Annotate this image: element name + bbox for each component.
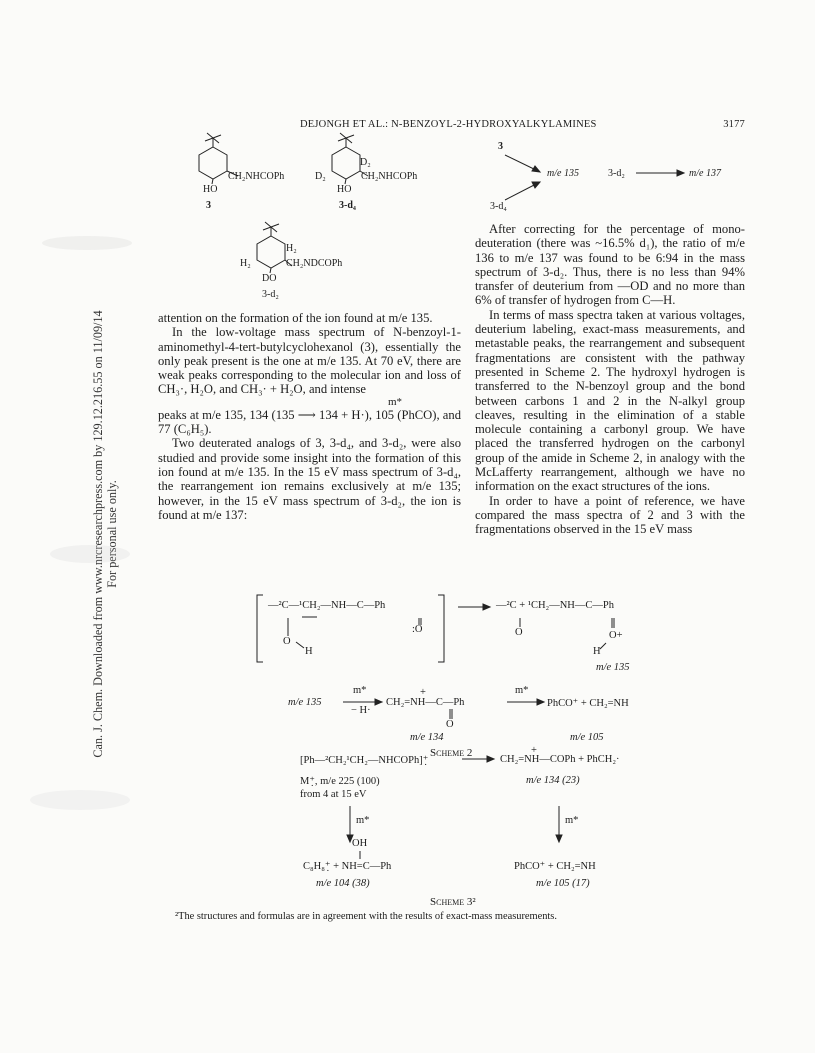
scheme2-metastable-1: m* [353, 685, 367, 696]
scheme2-reactant-chain: —²C—¹CH₂—NH—C—Ph [268, 600, 386, 611]
structure-2-d2-top: D₂ [360, 157, 371, 168]
scheme1-mass-135: m/e 135 [547, 168, 579, 179]
running-title: DEJONGH ET AL.: N-BENZOYL-2-HYDROXYALKYLAMINES [300, 119, 597, 130]
scheme2-mass-134: m/e 134 [410, 732, 444, 743]
scheme3-plus-charge: + [531, 745, 537, 756]
structure-3-substituent: CH₂NDCOPh [286, 258, 343, 269]
scheme3-reactant: [Ph—²CH₂¹CH₂—NHCOPh]⁺̣ [300, 755, 429, 766]
structure-2-hydroxyl: HO [337, 184, 352, 195]
scheme3-metastable-1: m* [356, 815, 370, 826]
scheme3-source: from 4 at 15 eV [300, 789, 367, 800]
structure-1-substituent: CH₂NHCOPh [228, 171, 285, 182]
scheme1-compound-3d2: 3-d₂ [608, 168, 625, 179]
structure-3-h2-left: H₂ [240, 258, 251, 269]
scheme2-reactant-o: O [283, 636, 291, 647]
scheme2-ion-134: CH₂=NH—C—Ph [386, 697, 465, 708]
cyclohexane-ring-3 [257, 236, 285, 268]
scheme3-caption: Scheme 3² [430, 896, 476, 908]
scheme2-product-ketone-o: O [515, 627, 523, 638]
structure-3-deuteroxyl: DO [262, 273, 277, 284]
scheme1-mass-137: m/e 137 [689, 168, 721, 179]
scheme3-mass-134: m/e 134 (23) [526, 775, 580, 786]
left-paragraph-3: peaks at m/e 135, 134 (135 ⟶ 134 + H·), 105 (PhCO), and 77 (C₆H₅). [158, 407, 461, 437]
scheme3-mass-105: m/e 105 (17) [536, 878, 590, 889]
scheme2-minus-h: − H· [351, 705, 371, 716]
right-column [475, 222, 745, 537]
right-paragraph-1: After correcting for the percentage of mono-deuteration (there was ~16.5% d₁), the ratio of m/e 136 to m/e 137 was found to be 6:94 in the mass spectrum of 3-d₂. Thus, there is no less than 94% transfer of deuterium from —OD and no more than 6% of transfer of hydrogen from C—H. [475, 222, 745, 308]
scheme2-metastable-2: m* [515, 685, 529, 696]
scheme2-reactant-carbonyl: :O [412, 624, 423, 635]
scheme2-plus-charge: + [420, 687, 426, 698]
cyclohexane-ring-1 [199, 147, 227, 179]
scheme2-product-chain: —²C + ¹CH₂—NH—C—Ph [496, 600, 614, 611]
cyclohexane-ring-2 [332, 147, 360, 179]
structure-3-h2-top: H₂ [286, 243, 297, 254]
left-paragraph-4: Two deuterated analogs of 3, 3-d₄, and 3-d₂, were also studied and provide some insight into the formation of this ion found at m/e 135. In the 15 eV mass spectrum of 3-d₄, the rearrangement ion remains exclusively at m/e 135; however, in the 15 eV mass spectrum of 3-d₂, the ion is found at m/e 137: [158, 436, 461, 522]
right-paragraph-2: In terms of mass spectra taken at various voltages, deuterium labeling, exact-mass measurements, and metastable peaks, the rearrangement and subsequent fragmentations are consistent with the pathway presented in Scheme 2. The hydroxyl hydrogen is transferred to the N-benzoyl group and the bond between carbons 1 and 2 in the N-alkyl group cleaves, resulting in the elimination of a stable molecule containing a carbonyl group. We have placed the transferred hydrogen on the carbonyl group of the amide in Scheme 2, in analogy with the McLafferty rearrangement, although we have no information on the exact structures of the ions. [475, 307, 745, 494]
scheme3-hydroxyl: OH [352, 838, 368, 849]
page-number: 3177 [723, 119, 745, 130]
scheme2-mass-105: m/e 105 [570, 732, 604, 743]
left-column [158, 311, 461, 522]
scheme2-mass-135-b: m/e 135 [288, 697, 322, 708]
right-paragraph-3: In order to have a point of reference, we have compared the mass spectra of 2 and 3 with the fragmentations observed in the 15 eV mass [475, 493, 745, 537]
structure-1-label: 3 [206, 200, 211, 211]
scheme2-mass-135-a: m/e 135 [596, 662, 630, 673]
scheme3-product-104: C₈H₈⁺̣ + NH=C—Ph [303, 861, 392, 872]
left-paragraph-2: In the low-voltage mass spectrum of N-benzoyl-1-aminomethyl-4-tert-butylcyclohexanol (3), essentially the only peak present is the one at m/e 135. At 70 eV, there are weak peaks corresponding to the molecular ion and loss of CH₃·, H₂O, and CH₃· + H₂O, and intense [158, 325, 461, 397]
scheme2-caption: Scheme 2 [430, 747, 473, 759]
watermark-line-1: Can. J. Chem. Downloaded from www.nrcresearchpress.com by 129.12.216.55 on 11/09/14 [91, 310, 105, 758]
scheme3-product: CH₂=NH—COPh + PhCH₂· [500, 754, 620, 765]
scheme3-mass-104: m/e 104 (38) [316, 878, 370, 889]
structure-2-label: 3-d₄ [339, 200, 356, 211]
structure-2-d2-left: D₂ [315, 171, 326, 182]
scheme2-reactant-h: H [305, 646, 313, 657]
scheme3-product-105: PhCO⁺ + CH₂=NH [514, 861, 596, 872]
watermark-line-2: For personal use only. [105, 480, 119, 588]
scheme1-compound-3: 3 [498, 141, 503, 152]
structure-2-substituent: CH₂NHCOPh [361, 171, 418, 182]
footnote: ²The structures and formulas are in agreement with the results of exact-mass measurements. [175, 911, 557, 922]
scheme2-product-105: PhCO⁺ + CH₂=NH [547, 698, 629, 709]
scheme2-ion-134-o: O [446, 719, 454, 730]
metastable-label: m* [388, 395, 403, 408]
scheme3-metastable-2: m* [565, 815, 579, 826]
scheme1-compound-3d4: 3-d₄ [490, 201, 507, 212]
scheme2-product-oplus: O+ [609, 630, 623, 641]
scheme2-product-h: H [593, 646, 601, 657]
structure-1-hydroxyl: HO [203, 184, 218, 195]
left-paragraph-1: attention on the formation of the ion found at m/e 135. [158, 311, 433, 325]
scheme3-molecular-ion: M⁺̣, m/e 225 (100) [300, 776, 380, 787]
structure-3-label: 3-d₂ [262, 289, 279, 300]
